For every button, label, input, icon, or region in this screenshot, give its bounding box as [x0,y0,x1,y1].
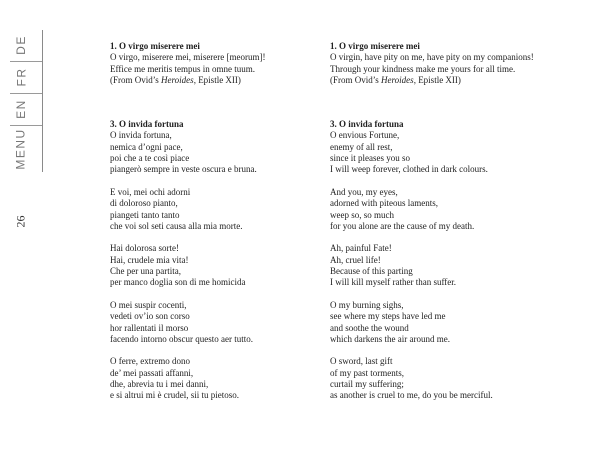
text-line: Che per una partita, [110,266,181,277]
text-line: enemy of all rest, [330,141,393,152]
text-line: of my past torments, [330,367,404,378]
text-line: Ah, cruel life! [330,254,381,265]
text-line: curtail my suffering; [330,379,404,390]
text-line: e si altrui mi è crudel, sii tu pietoso. [110,390,239,401]
stanza [330,300,590,345]
text-line: Effice me meritis tempus in omne tuum. [110,63,256,74]
stanza [330,243,590,288]
stanza [110,187,315,232]
text-line: I will kill myself rather than suffer. [330,277,457,288]
text-line: che voi sol seti causa alla mia morte. [110,220,243,231]
text-line: Hai, crudele mia vita! [110,254,189,265]
text-line: per manco doglia son di me homicida [110,277,246,288]
nav-lang-en-label: EN [13,99,28,119]
text-line: nemica d’ogni pace, [110,141,183,152]
nav-lang-de-label: DE [13,35,28,55]
nav-lang-fr-label: FR [14,67,28,87]
text-line: and soothe the wound [330,322,409,333]
citation-title: Heroides [381,74,414,85]
stanza [110,243,315,288]
stanza [110,356,315,401]
text-line: I will weep forever, clothed in dark colours. [330,164,488,175]
text-line: O mei suspir cocenti, [110,299,187,310]
stanza [110,300,315,345]
text-line: hor rallentati il morso [110,322,189,333]
text-line: as another is cruel to me, do you be merciful. [330,390,493,401]
nav-lang-fr[interactable] [0,62,42,92]
source-citation [110,75,315,86]
english-column [330,41,590,413]
nav-lang-en[interactable] [0,94,42,124]
text-line: see where my steps have led me [330,311,446,322]
text-line: piangeti tanto tanto [110,209,180,220]
citation-title: Heroides [161,74,194,85]
text-line: O sword, last gift [330,356,393,367]
text-line: O ferre, extremo dono [110,356,190,367]
text-line: Through your kindness make me yours for all time. [330,63,516,74]
stanza [330,130,590,175]
text-line: O envious Fortune, [330,130,400,141]
text-line: And you, my eyes, [330,186,398,197]
text-line: facendo intorno obscur questo aer tutto. [110,333,253,344]
section-title: 1. O virgo miserere mei [110,41,200,51]
text-line: piangerò sempre in veste oscura e bruna. [110,164,257,175]
text-line: vedeti ov’io son corso [110,311,190,322]
page-number-text: 26 [13,215,28,228]
text-line: O virgo, miserere mei, miserere [meorum]! [110,52,266,63]
text-line: E voi, mei ochi adorni [110,186,191,197]
text-line: de’ mei passati affanni, [110,367,194,378]
text-line: which darkens the air around me. [330,333,450,344]
text-line: weep so, so much [330,209,394,220]
text-line: Ah, painful Fate! [330,243,392,254]
text-line: di doloroso pianto, [110,198,178,209]
nav-menu[interactable] [0,126,42,172]
text-line: poi che a te così piace [110,153,190,164]
italian-column [110,41,315,413]
stanza [330,356,590,401]
citation-suffix: , Epistle XII) [193,74,241,85]
section-title: 3. O invida fortuna [330,119,404,130]
text-line: adorned with piteous laments, [330,198,438,209]
text-line: O my burning sighs, [330,299,404,310]
section-title: 3. O invida fortuna [110,119,184,130]
text-line: since it pleases you so [330,153,410,164]
text-line: O invida fortuna, [110,130,172,141]
text-line: for you alone are the cause of my death. [330,220,475,231]
nav-menu-label: MENU [14,128,28,170]
source-citation [330,75,590,86]
citation-prefix: (From Ovid’s [330,74,382,85]
text-line: Because of this parting [330,266,413,277]
citation-suffix: , Epistle XII) [413,74,461,85]
page-number [0,214,42,229]
nav-divider-line [42,30,43,172]
text-line: Hai dolorosa sorte! [110,243,179,254]
stanza [110,130,315,175]
citation-prefix: (From Ovid’s [110,74,162,85]
nav-lang-de[interactable] [0,30,42,60]
stanza [330,187,590,232]
text-line: dhe, abrevia tu i mei danni, [110,379,209,390]
text-line: O virgin, have pity on me, have pity on my companions! [330,52,534,63]
section-title: 1. O virgo miserere mei [330,41,420,51]
